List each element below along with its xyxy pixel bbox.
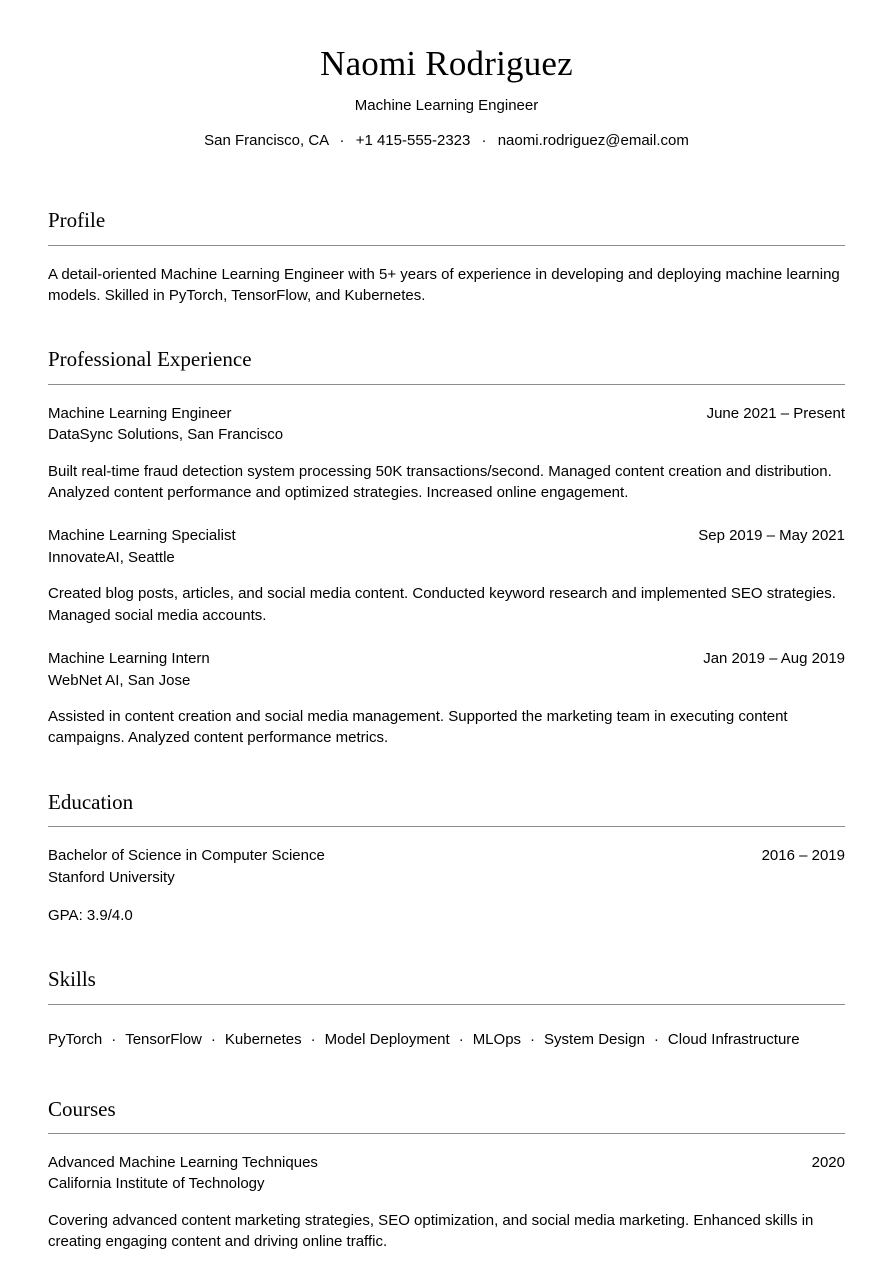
contact-separator-icon: ·	[481, 131, 487, 149]
experience-company: DataSync Solutions, San Francisco	[48, 426, 284, 444]
course-institution: California Institute of Technology	[48, 1175, 265, 1193]
skill-item: TensorFlow	[125, 1030, 202, 1048]
education-entry-head	[48, 845, 845, 866]
section-courses	[48, 1096, 845, 1253]
section-title-courses: Courses	[48, 1096, 116, 1121]
education-gpa: GPA: 3.9/4.0	[48, 907, 133, 924]
section-experience	[48, 346, 845, 749]
experience-entry	[48, 648, 845, 749]
section-skills	[48, 966, 845, 1055]
skill-separator-icon: ·	[111, 1030, 117, 1048]
contact-phone[interactable]: +1 415-555-2323	[355, 131, 471, 149]
experience-description: Created blog posts, articles, and social media content. Conducted keyword research and implemented SEO strategies. Managed social media accounts.	[48, 585, 836, 624]
skill-item: Model Deployment	[324, 1030, 450, 1048]
section-education	[48, 789, 845, 927]
section-title-profile: Profile	[48, 208, 106, 233]
resume-header	[48, 44, 845, 150]
education-date: 2016 – 2019	[761, 847, 845, 865]
skill-item: System Design	[544, 1030, 645, 1048]
section-title-experience: Professional Experience	[48, 347, 252, 372]
experience-date: Sep 2019 – May 2021	[698, 527, 845, 545]
contact-line	[48, 131, 845, 151]
skill-item: Kubernetes	[224, 1030, 302, 1048]
skill-separator-icon: ·	[653, 1030, 659, 1048]
skills-list	[48, 1023, 845, 1056]
skill-separator-icon: ·	[458, 1030, 464, 1048]
experience-description: Assisted in content creation and social media management. Supported the marketing team in executing content campaigns. Analyzed content performance metrics.	[48, 708, 788, 747]
course-date: 2020	[811, 1153, 845, 1171]
profile-summary: A detail-oriented Machine Learning Engineer with 5+ years of experience in developing and deploying machine learning models. Skilled in PyTorch, TensorFlow, and Kubernetes.	[48, 265, 840, 304]
section-divider	[48, 826, 845, 827]
experience-company: WebNet AI, San Jose	[48, 671, 191, 689]
experience-company: InnovateAI, Seattle	[48, 548, 175, 566]
experience-role: Machine Learning Specialist	[48, 527, 236, 545]
education-school: Stanford University	[48, 868, 175, 886]
experience-entry-head	[48, 403, 845, 424]
experience-role: Machine Learning Engineer	[48, 404, 232, 422]
experience-role: Machine Learning Intern	[48, 650, 210, 668]
skill-item: MLOps	[472, 1030, 522, 1048]
education-degree: Bachelor of Science in Computer Science	[48, 847, 325, 865]
section-divider	[48, 245, 845, 246]
experience-entry	[48, 525, 845, 626]
contact-separator-icon: ·	[339, 131, 345, 149]
section-title-education: Education	[48, 789, 134, 814]
experience-date: Jan 2019 – Aug 2019	[703, 650, 845, 668]
course-name: Advanced Machine Learning Techniques	[48, 1153, 318, 1171]
section-divider	[48, 384, 845, 385]
skill-separator-icon: ·	[310, 1030, 316, 1048]
skill-item: Cloud Infrastructure	[667, 1030, 800, 1048]
experience-date: June 2021 – Present	[706, 404, 845, 422]
skill-item: PyTorch	[48, 1030, 103, 1048]
section-divider	[48, 1004, 845, 1005]
skill-separator-icon: ·	[210, 1030, 216, 1048]
candidate-name: Naomi Rodriguez	[320, 44, 573, 83]
contact-location: San Francisco, CA	[204, 131, 329, 149]
section-profile	[48, 207, 845, 306]
experience-description: Built real-time fraud detection system processing 50K transactions/second. Managed content creation and distribution. Analyzed content performance and optimized strategies. Increased online engagement.	[48, 462, 832, 501]
candidate-headline: Machine Learning Engineer	[354, 97, 539, 115]
skill-separator-icon: ·	[530, 1030, 536, 1048]
course-entry	[48, 1152, 845, 1253]
education-entry	[48, 845, 845, 926]
experience-entry	[48, 403, 845, 504]
experience-entry-head	[48, 648, 845, 669]
section-title-skills: Skills	[48, 967, 96, 992]
experience-entry-head	[48, 525, 845, 546]
course-description: Covering advanced content marketing strategies, SEO optimization, and social media marketing. Enhanced skills in creating engaging content and driving online traffic.	[48, 1211, 814, 1251]
section-divider	[48, 1133, 845, 1134]
contact-email[interactable]: naomi.rodriguez@email.com	[497, 131, 689, 149]
course-entry-head	[48, 1152, 845, 1173]
